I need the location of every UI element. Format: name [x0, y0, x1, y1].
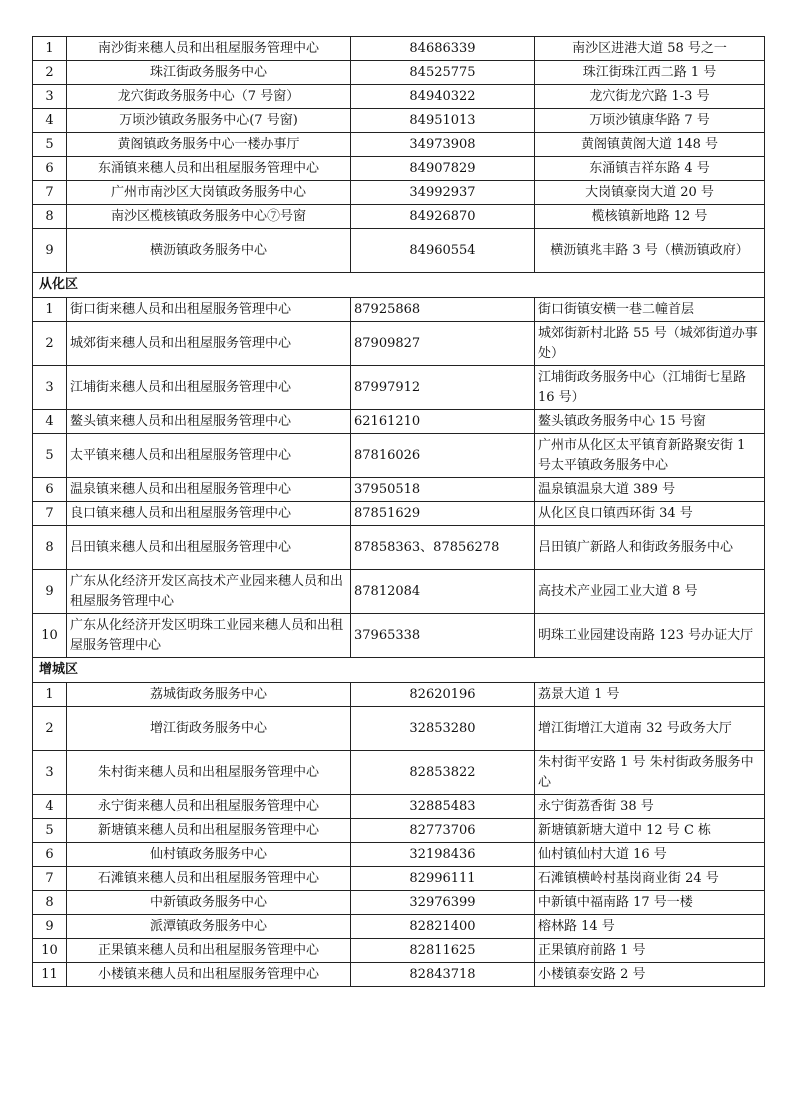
table-row: [33, 37, 765, 61]
address: 横沥镇兆丰路 3 号（横沥镇政府）: [535, 229, 765, 273]
phone-number: 87816026: [351, 434, 535, 478]
center-name: 南沙区榄核镇政务服务中心⑦号窗: [67, 205, 351, 229]
table-row: [33, 843, 765, 867]
table-row: [33, 526, 765, 570]
phone-number: 34973908: [351, 133, 535, 157]
table-row: [33, 109, 765, 133]
address: 榄核镇新地路 12 号: [535, 205, 765, 229]
center-name: 街口街来穗人员和出租屋服务管理中心: [67, 298, 351, 322]
phone-number: 87812084: [351, 570, 535, 614]
center-name: 小楼镇来穗人员和出租屋服务管理中心: [67, 963, 351, 987]
address: 朱村街平安路 1 号 朱村街政务服务中心: [535, 751, 765, 795]
table-row: [33, 133, 765, 157]
center-name: 太平镇来穗人员和出租屋服务管理中心: [67, 434, 351, 478]
phone-number: 62161210: [351, 410, 535, 434]
row-number: 3: [33, 751, 67, 795]
address: 广州市从化区太平镇育新路聚安街 1 号太平镇政务服务中心: [535, 434, 765, 478]
row-number: 2: [33, 707, 67, 751]
center-name: 南沙街来穗人员和出租屋服务管理中心: [67, 37, 351, 61]
row-number: 2: [33, 322, 67, 366]
phone-number: 32198436: [351, 843, 535, 867]
address: 江埔街政务服务中心（江埔街七星路 16 号）: [535, 366, 765, 410]
center-name: 广东从化经济开发区高技术产业园来穗人员和出租屋服务管理中心: [67, 570, 351, 614]
table-row: [33, 707, 765, 751]
section-title: 从化区: [33, 273, 765, 298]
center-name: 龙穴街政务服务中心（7 号窗）: [67, 85, 351, 109]
table-row: [33, 181, 765, 205]
address: 增江街增江大道南 32 号政务大厅: [535, 707, 765, 751]
center-name: 横沥镇政务服务中心: [67, 229, 351, 273]
address: 榕林路 14 号: [535, 915, 765, 939]
center-name: 珠江街政务服务中心: [67, 61, 351, 85]
phone-number: 87858363、87856278: [351, 526, 535, 570]
address: 高技术产业园工业大道 8 号: [535, 570, 765, 614]
row-number: 7: [33, 867, 67, 891]
address: 万顷沙镇康华路 7 号: [535, 109, 765, 133]
row-number: 5: [33, 133, 67, 157]
phone-number: 82996111: [351, 867, 535, 891]
table-row: [33, 322, 765, 366]
center-name: 江埔街来穗人员和出租屋服务管理中心: [67, 366, 351, 410]
table-row: [33, 939, 765, 963]
phone-number: 82853822: [351, 751, 535, 795]
row-number: 2: [33, 61, 67, 85]
address: 南沙区进港大道 58 号之一: [535, 37, 765, 61]
row-number: 6: [33, 478, 67, 502]
address: 珠江街珠江西二路 1 号: [535, 61, 765, 85]
center-name: 增江街政务服务中心: [67, 707, 351, 751]
address: 永宁街荔香街 38 号: [535, 795, 765, 819]
phone-number: 82811625: [351, 939, 535, 963]
phone-number: 37950518: [351, 478, 535, 502]
section-header-row: [33, 658, 765, 683]
table-row: [33, 751, 765, 795]
table-row: [33, 298, 765, 322]
row-number: 5: [33, 819, 67, 843]
center-name: 新塘镇来穗人员和出租屋服务管理中心: [67, 819, 351, 843]
row-number: 3: [33, 85, 67, 109]
table-row: [33, 366, 765, 410]
row-number: 6: [33, 157, 67, 181]
row-number: 7: [33, 502, 67, 526]
center-name: 仙村镇政务服务中心: [67, 843, 351, 867]
row-number: 4: [33, 795, 67, 819]
row-number: 11: [33, 963, 67, 987]
section-header-row: [33, 273, 765, 298]
row-number: 3: [33, 366, 67, 410]
address: 吕田镇广新路人和街政务服务中心: [535, 526, 765, 570]
address: 城郊街新村北路 55 号（城郊街道办事处）: [535, 322, 765, 366]
table-row: [33, 61, 765, 85]
center-name: 荔城街政务服务中心: [67, 683, 351, 707]
center-name: 吕田镇来穗人员和出租屋服务管理中心: [67, 526, 351, 570]
phone-number: 37965338: [351, 614, 535, 658]
center-name: 石滩镇来穗人员和出租屋服务管理中心: [67, 867, 351, 891]
table-row: [33, 434, 765, 478]
center-name: 东涌镇来穗人员和出租屋服务管理中心: [67, 157, 351, 181]
center-name: 广东从化经济开发区明珠工业园来穗人员和出租屋服务管理中心: [67, 614, 351, 658]
table-row: [33, 410, 765, 434]
address: 街口街镇安横一巷二幢首层: [535, 298, 765, 322]
phone-number: 84907829: [351, 157, 535, 181]
phone-number: 87997912: [351, 366, 535, 410]
table-row: [33, 683, 765, 707]
phone-number: 84926870: [351, 205, 535, 229]
center-name: 鳌头镇来穗人员和出租屋服务管理中心: [67, 410, 351, 434]
service-center-table-wrapper: [32, 36, 764, 987]
phone-number: 87909827: [351, 322, 535, 366]
row-number: 9: [33, 915, 67, 939]
row-number: 4: [33, 410, 67, 434]
center-name: 城郊街来穗人员和出租屋服务管理中心: [67, 322, 351, 366]
phone-number: 84940322: [351, 85, 535, 109]
center-name: 正果镇来穗人员和出租屋服务管理中心: [67, 939, 351, 963]
address: 温泉镇温泉大道 389 号: [535, 478, 765, 502]
phone-number: 82620196: [351, 683, 535, 707]
address: 鳌头镇政务服务中心 15 号窗: [535, 410, 765, 434]
table-row: [33, 157, 765, 181]
address: 小楼镇泰安路 2 号: [535, 963, 765, 987]
center-name: 中新镇政务服务中心: [67, 891, 351, 915]
phone-number: 84525775: [351, 61, 535, 85]
address: 新塘镇新塘大道中 12 号 C 栋: [535, 819, 765, 843]
phone-number: 87851629: [351, 502, 535, 526]
row-number: 8: [33, 205, 67, 229]
table-row: [33, 570, 765, 614]
row-number: 1: [33, 37, 67, 61]
phone-number: 82773706: [351, 819, 535, 843]
table-row: [33, 502, 765, 526]
address: 东涌镇吉祥东路 4 号: [535, 157, 765, 181]
row-number: 9: [33, 229, 67, 273]
table-row: [33, 891, 765, 915]
address: 明珠工业园建设南路 123 号办证大厅: [535, 614, 765, 658]
center-name: 万顷沙镇政务服务中心(7 号窗): [67, 109, 351, 133]
phone-number: 84960554: [351, 229, 535, 273]
address: 龙穴街龙穴路 1-3 号: [535, 85, 765, 109]
address: 黄阁镇黄阁大道 148 号: [535, 133, 765, 157]
table-row: [33, 205, 765, 229]
row-number: 8: [33, 526, 67, 570]
address: 中新镇中福南路 17 号一楼: [535, 891, 765, 915]
phone-number: 84686339: [351, 37, 535, 61]
phone-number: 82821400: [351, 915, 535, 939]
center-name: 良口镇来穗人员和出租屋服务管理中心: [67, 502, 351, 526]
row-number: 1: [33, 683, 67, 707]
row-number: 9: [33, 570, 67, 614]
address: 从化区良口镇西环街 34 号: [535, 502, 765, 526]
phone-number: 32853280: [351, 707, 535, 751]
row-number: 10: [33, 939, 67, 963]
table-row: [33, 867, 765, 891]
center-name: 朱村街来穗人员和出租屋服务管理中心: [67, 751, 351, 795]
table-row: [33, 85, 765, 109]
row-number: 4: [33, 109, 67, 133]
section-title: 增城区: [33, 658, 765, 683]
table-row: [33, 819, 765, 843]
address: 正果镇府前路 1 号: [535, 939, 765, 963]
phone-number: 82843718: [351, 963, 535, 987]
center-name: 永宁街来穗人员和出租屋服务管理中心: [67, 795, 351, 819]
phone-number: 84951013: [351, 109, 535, 133]
center-name: 广州市南沙区大岗镇政务服务中心: [67, 181, 351, 205]
phone-number: 32885483: [351, 795, 535, 819]
row-number: 8: [33, 891, 67, 915]
table-row: [33, 229, 765, 273]
table-row: [33, 614, 765, 658]
address: 石滩镇横岭村基岗商业街 24 号: [535, 867, 765, 891]
row-number: 7: [33, 181, 67, 205]
row-number: 1: [33, 298, 67, 322]
table-row: [33, 478, 765, 502]
row-number: 6: [33, 843, 67, 867]
row-number: 10: [33, 614, 67, 658]
phone-number: 34992937: [351, 181, 535, 205]
table-row: [33, 795, 765, 819]
table-row: [33, 915, 765, 939]
table-row: [33, 963, 765, 987]
center-name: 温泉镇来穗人员和出租屋服务管理中心: [67, 478, 351, 502]
phone-number: 32976399: [351, 891, 535, 915]
address: 荔景大道 1 号: [535, 683, 765, 707]
address: 大岗镇豪岗大道 20 号: [535, 181, 765, 205]
center-name: 派潭镇政务服务中心: [67, 915, 351, 939]
center-name: 黄阁镇政务服务中心一楼办事厅: [67, 133, 351, 157]
address: 仙村镇仙村大道 16 号: [535, 843, 765, 867]
phone-number: 87925868: [351, 298, 535, 322]
service-center-table: [32, 36, 765, 987]
row-number: 5: [33, 434, 67, 478]
